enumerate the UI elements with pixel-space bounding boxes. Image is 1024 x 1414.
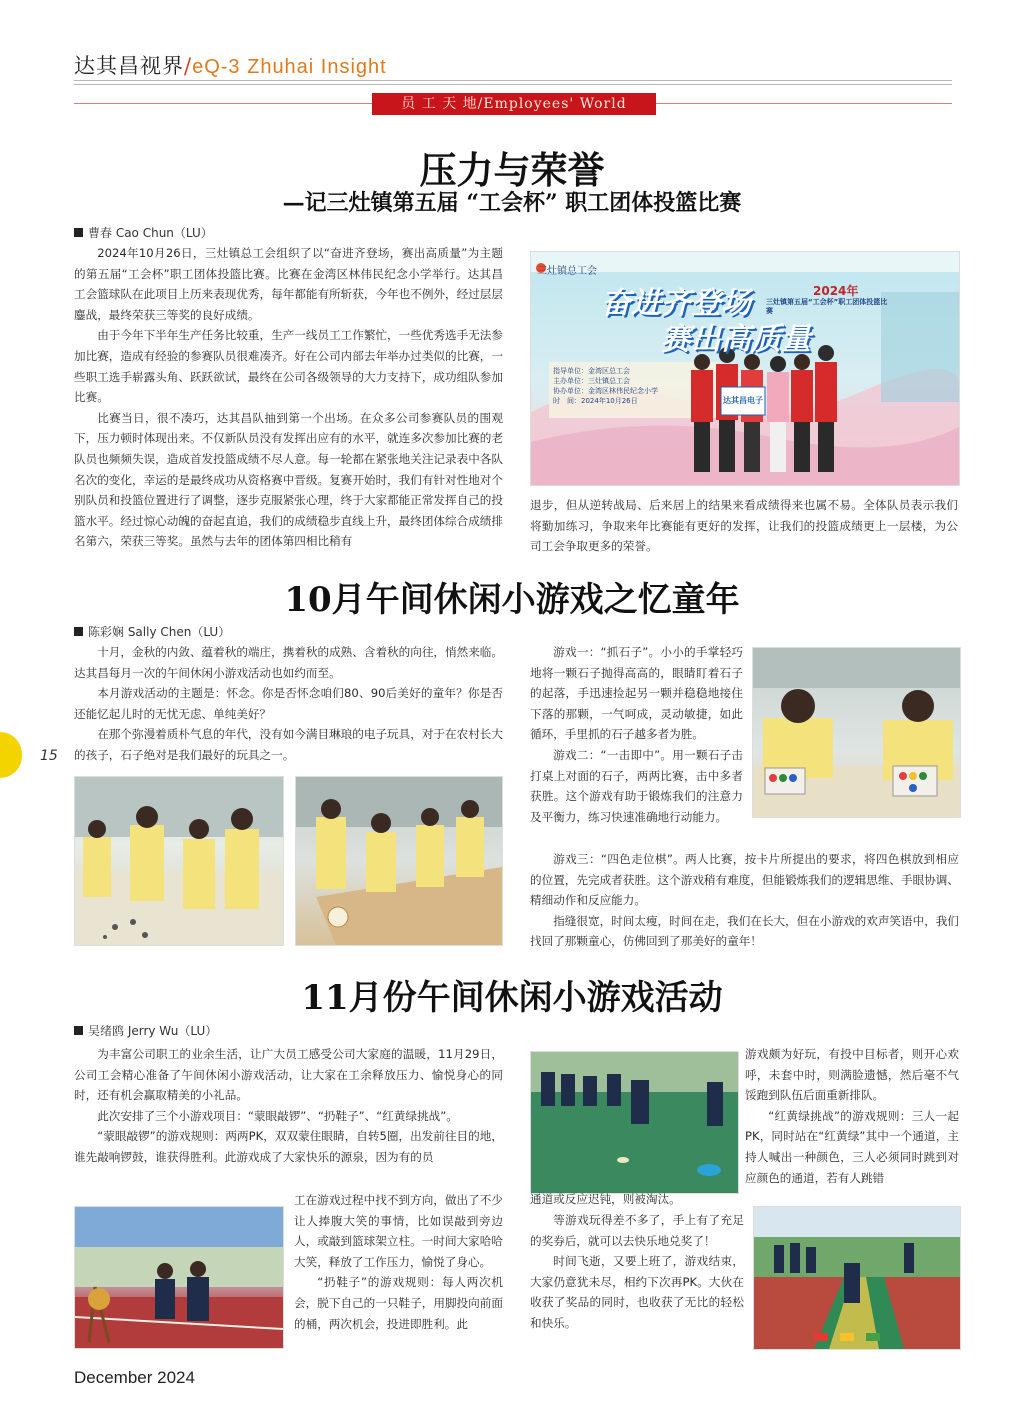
article3-body-left-narrow xyxy=(294,1190,503,1334)
magazine-title-en: eQ-3 Zhuhai Insight xyxy=(192,56,387,78)
magazine-title-cn: 达其昌视界 xyxy=(74,54,184,78)
footer-date: December 2024 xyxy=(74,1368,195,1387)
banner-hosts xyxy=(553,366,658,406)
article1-author: 曹春 Cao Chun（LU） xyxy=(88,226,213,240)
photo-graphic xyxy=(531,1052,738,1193)
banner-slogan-2: 赛出高质量 xyxy=(661,322,811,357)
article2-body-right-bottom xyxy=(530,849,959,952)
article3-photo-color-lanes xyxy=(753,1206,961,1350)
article3-author: 吴绪鸥 Jerry Wu（LU） xyxy=(88,1024,218,1038)
article3-photo-shoe-toss xyxy=(530,1051,739,1194)
photo-graphic xyxy=(75,1207,283,1348)
banner-org: 三灶镇总工会 xyxy=(537,266,597,277)
section-tag: 员 工 天 地/Employees' World xyxy=(372,93,656,115)
article2-paragraph: 指缝很宽，时间太瘦，时间在走，我们在长大，但在小游戏的欢声笑语中，我们找回了那颗童心，仿佛回到了那美好的童年！ xyxy=(530,913,959,949)
article1-paragraph: 退步，但从逆转战局、后来居上的结果来看成绩得来也属不易。全体队员表示我们将勤加练习，争取来年比赛能有更好的发挥，让我们的投篮成绩更上一层楼，为公司工会争取更多的荣誉。 xyxy=(530,498,958,554)
article1-title: 压力与荣誉 xyxy=(419,148,605,192)
article2-body-right-top xyxy=(530,642,743,827)
article1-paragraph: 2024年10月26日，三灶镇总工会组织了以“奋进齐登场，赛出高质量”为主题的第五届“工会杯”职工团体投篮比赛。比赛在金湾区林伟民纪念小学举行。达其昌工会篮球队在此项目上历来表现优秀，每年都能有所斩获，今年也不例外，经过层层鏖战，最终荣获三等奖的良好成绩。 xyxy=(74,246,503,322)
article3-paragraph: 游戏颇为好玩，有投中目标者，则开心欢呼，未套中时，则满脸遗憾，然后毫不气馁跑到队伍后面重新排队。 xyxy=(745,1047,959,1103)
article3-body-right-top xyxy=(745,1044,959,1188)
article3-paragraph: 此次安排了三个小游戏项目：“蒙眼敲锣”、“扔鞋子”、“红黄绿挑战”。 xyxy=(97,1108,458,1123)
article1-paragraph: 比赛当日，很不凑巧，达其昌队抽到第一个出场。在众多公司参赛队员的围观下，压力顿时体现出来。不仅新队员没有发挥出应有的水平，就连多次参加比赛的老队员也频频失误，造成首发投篮成绩不尽人意。每一轮都在紧张地关注记录表中各队名次的变化，幸运的是最终成功从资格赛中晋级。复赛开始时，我们有针对性地对个别队员和投篮位置进行了调整，逐步克服紧张心理，终于大家都能正常发挥自己的投篮水平。经过惊心动魄的奋起直追，我们的成绩稳步直线上升，最终团体综合成绩排名第六，荣获三等奖。虽然与去年的团体第四相比稍有 xyxy=(74,410,503,549)
article1-body-left xyxy=(74,243,503,552)
article3-paragraph: 时间飞逝，又要上班了，游戏结束，大家仍意犹未尽，相约下次再PK。大伙在收获了奖品的同时，也收获了无比的轻松和快乐。 xyxy=(530,1254,744,1330)
banner-host-2: 主办单位：三灶镇总工会 xyxy=(553,377,630,385)
article3-body-mid-narrow xyxy=(530,1210,744,1334)
article2-body-left xyxy=(74,642,503,766)
team-sign: 达其昌电子 xyxy=(723,396,763,405)
byline-square-icon xyxy=(74,1026,83,1035)
article1-byline xyxy=(74,224,213,241)
article2-author: 陈彩娴 Sally Chen（LU） xyxy=(88,625,231,639)
article2-paragraph: 游戏二：“一击即中”。用一颗石子击打桌上对面的石子，两两比赛，击中多者获胜。这个游戏有助于锻炼我们的注意力及平衡力，练习快速准确地行动能力。 xyxy=(530,747,743,824)
article2-photo-flick xyxy=(295,776,503,946)
banner-host-3: 协办单位：金湾区林伟民纪念小学 xyxy=(553,387,658,395)
article2-photo-chess xyxy=(752,647,961,818)
byline-square-icon xyxy=(74,627,83,636)
article1-subtitle: —记三灶镇第五届 “工会杯” 职工团体投篮比赛 xyxy=(282,190,742,216)
article1-body-right xyxy=(530,495,958,557)
article2-paragraph: 十月，金秋的内敛、蕴着秋的端庄，携着秋的成熟、含着秋的向往，悄然来临。达其昌每月一次的午间休闲小游戏活动也如约而至。 xyxy=(74,645,503,680)
article3-title: 11月份午间休闲小游戏活动 xyxy=(301,978,723,1018)
banner-event: 三灶镇第五届“工会杯”职工团体投篮比赛 xyxy=(766,298,888,315)
article1-team-photo xyxy=(530,251,960,486)
article3-paragraph: 工在游戏过程中找不到方向，做出了不少让人捧腹大笑的事情，比如误敲到旁边人，或敲到篮球架立柱。一时间大家哈哈大笑，释放了工作压力，愉悦了身心。 xyxy=(294,1193,503,1269)
header-rule xyxy=(74,80,952,81)
article2-title: 10月午间休闲小游戏之忆童年 xyxy=(284,580,740,620)
page-number: 15 xyxy=(40,748,58,764)
article3-byline xyxy=(74,1022,217,1039)
article3-paragraph: “红黄绿挑战”的游戏规则：三人一起PK，同时站在“红黄绿”其中一个通道，主持人喊出一种颜色，三人必须同时跳到对应颜色的通道，若有人跳错 xyxy=(745,1108,959,1185)
magazine-header xyxy=(74,50,387,80)
article1-paragraph: 由于今年下半年生产任务比较重，生产一线员工工作繁忙，一些优秀选手无法参加比赛，造成有经验的参赛队员很难凑齐。好在公司内部去年举办过类似的比赛，一些职工选手崭露头角、跃跃欲试，最终在公司各级领导的大力支持下，成功组队参加比赛。 xyxy=(74,328,503,405)
article3-paragraph: 通道或反应迟钝，则被淘汰。 xyxy=(530,1192,681,1206)
photo-graphic xyxy=(753,648,960,817)
article2-byline xyxy=(74,623,230,640)
banner-host-1: 指导单位：金湾区总工会 xyxy=(553,367,630,375)
photo-graphic xyxy=(754,1207,960,1349)
article2-paragraph: 在那个弥漫着质朴气息的年代，没有如今满目琳琅的电子玩具，对于在农村长大的孩子，石子绝对是我们最好的玩具之一。 xyxy=(74,727,503,762)
header-rule-secondary xyxy=(74,84,952,85)
article3-paragraph: “蒙眼敲锣”的游戏规则：两两PK，双双蒙住眼睛，自转5圈，出发前往目的地，谁先敲响锣鼓，谁获得胜利。此游戏成了大家快乐的源泉，因为有的员 xyxy=(74,1129,503,1164)
article3-photo-gong xyxy=(74,1206,284,1349)
byline-square-icon xyxy=(74,228,83,237)
article2-paragraph: 游戏三：“四色走位棋”。两人比赛，按卡片所提出的要求，将四色棋放到相应的位置，先完成者获胜。这个游戏稍有难度，但能锻炼我们的逻辑思维、手眼协调、精细动作和反应能力。 xyxy=(530,852,959,908)
article2-photo-pebbles xyxy=(74,776,284,946)
article2-paragraph: 本月游戏活动的主题是：怀念。你是否怀念咱们80、90后美好的童年？你是否还能忆起儿时的无忧无虑、单纯美好？ xyxy=(74,686,503,721)
page-number-tab xyxy=(0,732,22,778)
article2-paragraph: 游戏一：“抓石子”。小小的手掌轻巧地将一颗石子抛得高高的，眼睛盯着石子的起落，手迅速捡起另一颗并稳稳地接住下落的那颗，一气呵成，灵动敏捷，如此循环，手里抓的石子越多者为胜。 xyxy=(530,645,743,742)
banner-slogan-1: 奋进齐登场 xyxy=(601,286,751,321)
header-separator: / xyxy=(184,54,193,78)
article3-paragraph: 等游戏玩得差不多了，手上有了充足的奖券后，就可以去快乐地兑奖了！ xyxy=(530,1213,744,1248)
banner-date: 时 间：2024年10月26日 xyxy=(553,397,638,405)
article3-body-left-full xyxy=(74,1044,503,1168)
article3-paragraph: “扔鞋子”的游戏规则：每人两次机会，脱下自己的一只鞋子，用脚投向前面的桶，两次机会，投进即胜利。此 xyxy=(294,1275,503,1331)
photo-graphic xyxy=(75,777,283,945)
banner-year: 2024年 xyxy=(813,284,859,298)
article3-paragraph: 为丰富公司职工的业余生活，让广大员工感受公司大家庭的温暖，11月29日，公司工会精心准备了午间休闲小游戏活动，让大家在工余释放压力、愉悦身心的同时，还有机会赢取精美的小礼品。 xyxy=(74,1047,503,1103)
photo-graphic xyxy=(296,777,502,945)
